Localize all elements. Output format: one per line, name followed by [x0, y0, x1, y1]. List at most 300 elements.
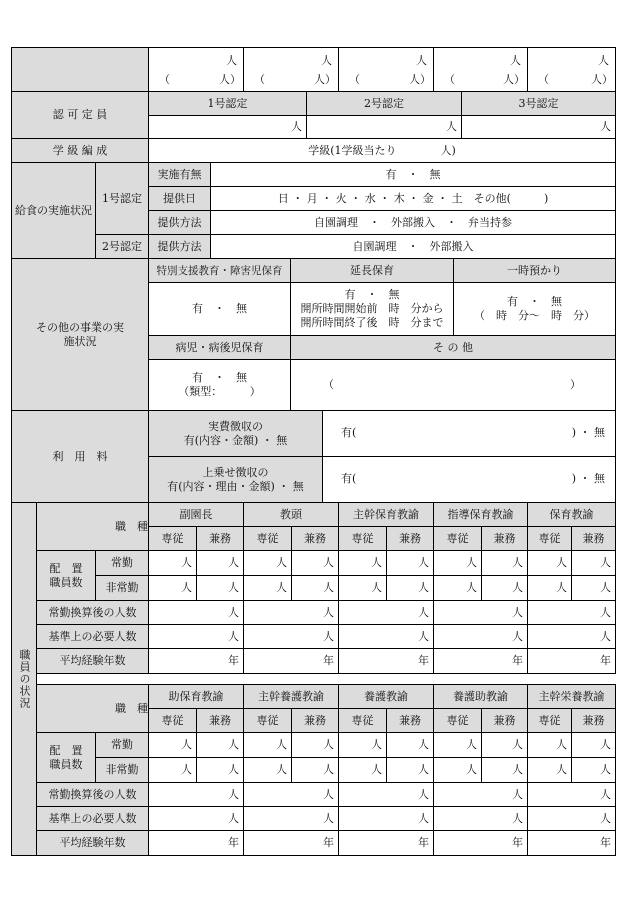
paren-open: （: [538, 73, 549, 86]
meal-label: [11, 162, 96, 259]
staff-dedicated-header-text: 専従: [351, 531, 374, 545]
staff-converted-cell[interactable]: [148, 600, 244, 625]
staff-converted-cell[interactable]: [338, 782, 434, 807]
staff-experience-cell-text: 年: [418, 654, 429, 667]
unit-label: 人: [321, 54, 332, 67]
staff-required-cell-text: 人: [418, 629, 429, 643]
special-header: [148, 258, 291, 283]
staff-count-cell-text: 人: [600, 581, 611, 594]
staff-required-cell[interactable]: [148, 624, 244, 649]
staff-count-cell[interactable]: [338, 550, 387, 576]
staff-required-cell-text: 人: [512, 811, 523, 825]
meal-cat1: [95, 162, 149, 235]
capacity-header-2: [306, 91, 462, 116]
staff-converted-cell-text: 人: [512, 605, 523, 619]
staff-count-cell-text: 人: [228, 581, 239, 594]
staff-concurrent-header-text: 兼務: [304, 531, 326, 545]
staff-count-cell[interactable]: [243, 732, 292, 758]
staff-count-cell-text: 人: [276, 763, 287, 776]
sick-value-line-2: （類型： ）: [178, 385, 261, 398]
fee-extra-label-line-1: 上乗せ徴収の: [202, 465, 269, 479]
misc-header: [290, 335, 616, 360]
staff-job-1-2-text: 教頭: [280, 507, 302, 521]
staff-dedicated-header: [148, 526, 197, 551]
staff-job-1-4-text: 指導保育教諭: [447, 507, 514, 521]
staff-experience-cell[interactable]: [148, 830, 244, 856]
staff-converted-label-2-text: 常勤換算後の人数: [48, 787, 137, 801]
staff-converted-label-1: [36, 600, 149, 625]
extended-value-line-2: 開所時間開始前 時 分から: [300, 302, 444, 315]
staff-converted-cell[interactable]: [527, 600, 616, 625]
staff-count-cell[interactable]: [148, 732, 197, 758]
paren-close: 人）: [409, 73, 431, 86]
staff-count-cell[interactable]: [527, 575, 572, 601]
staff-concurrent-header: [571, 708, 616, 733]
staff-count-cell[interactable]: [386, 550, 434, 576]
staff-job-label-1: [36, 502, 149, 551]
staff-concurrent-header-text: 兼務: [582, 713, 605, 727]
staff-experience-label-1: [36, 648, 149, 674]
staff-experience-cell-text: 年: [228, 836, 239, 849]
staff-count-cell-text: 人: [512, 763, 523, 776]
fee-actual-label-line-1: 実費徴収の: [208, 419, 263, 433]
staff-full-label-2-text: 常勤: [111, 738, 133, 751]
capacity-top-cell-1[interactable]: [148, 47, 244, 92]
special-value[interactable]: [148, 282, 291, 336]
staff-count-cell[interactable]: [148, 757, 197, 783]
class-label-text: 学 級 編 成: [52, 143, 108, 157]
staff-count-cell-text: 人: [371, 738, 382, 751]
staff-experience-cell-text: 年: [228, 654, 239, 667]
staff-count-cell[interactable]: [481, 732, 528, 758]
unit-label: 人: [226, 54, 237, 67]
extended-value-line-3: 開所時間終了後 時 分まで: [300, 316, 444, 329]
extended-header: [290, 258, 454, 283]
staff-count-cell[interactable]: [571, 550, 616, 576]
staff-dedicated-header-text: 専従: [351, 713, 374, 727]
capacity-top-cell-5[interactable]: [527, 47, 616, 92]
staff-concurrent-header-text: 兼務: [493, 531, 516, 545]
staff-count-cell[interactable]: [338, 575, 387, 601]
staff-count-cell[interactable]: [291, 732, 339, 758]
staff-label: [11, 502, 37, 856]
staff-converted-cell-text: 人: [600, 605, 611, 619]
staff-converted-cell-text: 人: [418, 787, 429, 801]
capacity-header-1-text: 1号認定: [207, 96, 248, 110]
staff-count-cell[interactable]: [571, 732, 616, 758]
capacity-value-1-text: 人: [291, 120, 302, 133]
staff-count-cell-text: 人: [512, 556, 523, 569]
staff-count-cell[interactable]: [196, 550, 244, 576]
staff-count-cell[interactable]: [291, 575, 339, 601]
temp-value-line-1: 有 ・ 無: [507, 295, 562, 308]
staff-count-cell-text: 人: [371, 556, 382, 569]
fee-label: [11, 410, 149, 503]
staff-job-1-5-text: 保育教諭: [549, 507, 594, 521]
meal-method-label: [148, 210, 211, 235]
capacity-header-3: [461, 91, 616, 116]
staff-dedicated-header-text: 専従: [538, 531, 561, 545]
staff-experience-cell-text: 年: [600, 654, 611, 667]
staff-count-cell-text: 人: [276, 738, 287, 751]
staff-count-cell[interactable]: [386, 732, 434, 758]
staff-concurrent-header-text: 兼務: [209, 713, 231, 727]
meal-method2-value[interactable]: [210, 234, 616, 259]
staff-experience-cell-text: 年: [323, 654, 334, 667]
staff-experience-cell[interactable]: [433, 648, 528, 674]
fee-extra-value-close: ) ・ 無: [571, 472, 605, 485]
staff-dedicated-header: [433, 708, 482, 733]
temp-header-text: 一時預かり: [507, 263, 562, 277]
staff-count-cell[interactable]: [148, 575, 197, 601]
paren-close: 人）: [219, 73, 241, 86]
staff-full-label-1: [95, 550, 149, 576]
staff-job-2-4-text: 養護助教諭: [453, 689, 508, 703]
staff-count-cell[interactable]: [196, 575, 244, 601]
class-value[interactable]: [148, 138, 616, 163]
staff-dedicated-header: [243, 526, 292, 551]
sick-header-text: 病児・病後児保育: [175, 340, 264, 354]
staff-label-text: 職員の状況: [18, 649, 31, 709]
staff-count-cell-text: 人: [181, 581, 192, 594]
staff-experience-label-2: [36, 830, 149, 856]
staff-count-cell-text: 人: [600, 556, 611, 569]
staff-required-cell-text: 人: [418, 811, 429, 825]
staff-count-cell[interactable]: [338, 732, 387, 758]
staff-count-cell-text: 人: [512, 581, 523, 594]
meal-days-label-text: 提供日: [163, 191, 196, 205]
fee-actual-label: [148, 410, 323, 457]
temp-header: [453, 258, 616, 283]
other-label: [11, 258, 149, 411]
fee-actual-value-open: 有(: [341, 426, 357, 439]
staff-count-cell[interactable]: [481, 757, 528, 783]
staff-required-cell-text: 人: [600, 811, 611, 825]
misc-header-text: そ の 他: [433, 340, 473, 354]
staff-converted-cell[interactable]: [243, 600, 339, 625]
staff-converted-cell-text: 人: [323, 605, 334, 619]
capacity-top-cell-4[interactable]: [433, 47, 528, 92]
staff-count-cell-text: 人: [323, 556, 334, 569]
staff-count-cell[interactable]: [243, 575, 292, 601]
fee-actual-value[interactable]: [322, 410, 616, 457]
staff-count-cell[interactable]: [433, 575, 482, 601]
staff-required-cell-text: 人: [323, 629, 334, 643]
staff-count-cell[interactable]: [571, 757, 616, 783]
unit-label: 人: [416, 54, 427, 67]
staff-job-1-4: [433, 502, 528, 527]
staff-experience-cell[interactable]: [148, 648, 244, 674]
staff-assign-label-2: [36, 732, 96, 783]
staff-converted-cell[interactable]: [433, 600, 528, 625]
staff-count-cell[interactable]: [291, 550, 339, 576]
staff-concurrent-header: [386, 526, 434, 551]
misc-paren-1: （: [323, 378, 334, 391]
meal-impl-label-text: 実施有無: [157, 167, 202, 181]
staff-count-cell-text: 人: [556, 581, 567, 594]
staff-count-cell[interactable]: [433, 550, 482, 576]
meal-method-label-text: 提供方法: [157, 215, 202, 229]
staff-concurrent-header-text: 兼務: [209, 531, 231, 545]
staff-required-cell[interactable]: [148, 806, 244, 831]
staff-required-label-2-text: 基準上の必要人数: [48, 811, 137, 825]
staff-count-cell-text: 人: [418, 738, 429, 751]
staff-count-cell[interactable]: [433, 732, 482, 758]
temp-value: [453, 282, 616, 336]
staff-concurrent-header: [291, 526, 339, 551]
staff-experience-cell-text: 年: [512, 654, 523, 667]
special-header-text: 特別支援教育・障害児保育: [156, 264, 283, 277]
paren-close: 人）: [314, 73, 336, 86]
staff-required-cell[interactable]: [433, 624, 528, 649]
misc-value[interactable]: [290, 359, 616, 411]
staff-converted-cell[interactable]: [148, 782, 244, 807]
staff-experience-label-2-text: 平均経験年数: [59, 836, 126, 849]
staff-dedicated-header: [527, 708, 572, 733]
staff-count-cell-text: 人: [466, 738, 477, 751]
staff-required-cell-text: 人: [600, 629, 611, 643]
fee-actual-value-close: ) ・ 無: [571, 426, 605, 439]
staff-assign-label-1: [36, 550, 96, 601]
staff-job-2-5-text: 主幹栄養教諭: [538, 689, 605, 703]
staff-concurrent-header: [386, 708, 434, 733]
staff-required-label-1: [36, 624, 149, 649]
fee-extra-label-line-2: 有(内容・理由・金額) ・ 無: [167, 479, 304, 493]
staff-count-cell[interactable]: [338, 757, 387, 783]
staff-converted-cell-text: 人: [512, 787, 523, 801]
capacity-value-1[interactable]: [148, 115, 307, 139]
staff-full-label-2: [95, 732, 149, 758]
meal-impl-label: [148, 162, 211, 187]
staff-count-cell[interactable]: [243, 550, 292, 576]
staff-count-cell[interactable]: [196, 757, 244, 783]
meal-days-value[interactable]: [210, 186, 616, 211]
extended-value-line-1: 有 ・ 無: [344, 288, 400, 301]
capacity-header-2-text: 2号認定: [364, 96, 404, 110]
facility-form: [11, 47, 615, 855]
staff-count-cell-text: 人: [466, 581, 477, 594]
staff-count-cell[interactable]: [196, 732, 244, 758]
staff-concurrent-header-text: 兼務: [399, 531, 421, 545]
paren-close: 人）: [591, 73, 613, 86]
extended-header-text: 延長保育: [350, 263, 394, 277]
staff-full-label-1-text: 常勤: [111, 556, 133, 569]
staff-concurrent-header: [196, 708, 244, 733]
fee-extra-label: [148, 456, 323, 503]
meal-method2-value-text: 自園調理 ・ 外部搬入: [352, 239, 474, 253]
staff-experience-cell[interactable]: [527, 830, 616, 856]
staff-required-label-1-text: 基準上の必要人数: [48, 629, 137, 643]
staff-count-cell[interactable]: [527, 550, 572, 576]
staff-assign-label-2-text: 配 置職員数: [49, 743, 83, 771]
staff-converted-cell[interactable]: [527, 782, 616, 807]
staff-converted-cell-text: 人: [228, 605, 239, 619]
staff-job-2-5: [527, 684, 616, 709]
meal-days-value-text: 日 ・ 月 ・ 火 ・ 水 ・ 木 ・ 金 ・ 土 その他( ): [277, 191, 549, 205]
meal-impl-value[interactable]: [210, 162, 616, 187]
staff-concurrent-header: [196, 526, 244, 551]
capacity-value-2-text: 人: [446, 120, 457, 133]
meal-method2-label: [148, 234, 211, 259]
staff-experience-cell[interactable]: [527, 648, 616, 674]
staff-count-cell[interactable]: [291, 757, 339, 783]
staff-job-2-3: [338, 684, 434, 709]
staff-dedicated-header-text: 専従: [256, 531, 279, 545]
fee-extra-value-open: 有(: [341, 472, 357, 485]
staff-required-cell-text: 人: [228, 811, 239, 825]
staff-count-cell[interactable]: [481, 575, 528, 601]
staff-count-cell-text: 人: [228, 556, 239, 569]
staff-concurrent-header-text: 兼務: [304, 713, 326, 727]
staff-job-2-3-text: 養護教諭: [364, 689, 408, 703]
class-label: [11, 138, 149, 163]
staff-concurrent-header: [571, 526, 616, 551]
staff-job-label-1-text: 職 種: [115, 519, 148, 533]
staff-experience-cell-text: 年: [418, 836, 429, 849]
staff-experience-label-1-text: 平均経験年数: [59, 654, 126, 667]
staff-count-cell-text: 人: [418, 763, 429, 776]
staff-experience-cell[interactable]: [243, 648, 339, 674]
staff-dedicated-header-text: 専従: [161, 531, 184, 545]
meal-label-text: 給食の実施状況: [15, 203, 92, 217]
staff-dedicated-header-text: 専従: [538, 713, 561, 727]
staff-concurrent-header-text: 兼務: [582, 531, 605, 545]
staff-part-label-1-text: 非常勤: [105, 581, 139, 594]
staff-experience-cell-text: 年: [323, 836, 334, 849]
staff-job-label-2: [36, 684, 149, 733]
staff-dedicated-header-text: 専従: [161, 713, 184, 727]
staff-converted-label-1-text: 常勤換算後の人数: [48, 605, 137, 619]
staff-part-label-2: [95, 757, 149, 783]
staff-converted-cell[interactable]: [433, 782, 528, 807]
meal-days-label: [148, 186, 211, 211]
meal-method-value[interactable]: [210, 210, 616, 235]
special-value-text: 有 ・ 無: [192, 302, 247, 315]
staff-count-cell[interactable]: [481, 550, 528, 576]
staff-required-label-2: [36, 806, 149, 831]
staff-count-cell-text: 人: [600, 763, 611, 776]
staff-count-cell[interactable]: [243, 757, 292, 783]
capacity-top-cell-3[interactable]: [338, 47, 434, 92]
staff-required-cell[interactable]: [243, 624, 339, 649]
unit-label: 人: [510, 54, 521, 67]
paren-close: 人）: [503, 73, 525, 86]
capacity-header-1: [148, 91, 307, 116]
staff-part-label-2-text: 非常勤: [105, 763, 139, 776]
staff-experience-cell[interactable]: [338, 830, 434, 856]
meal-method2-label-text: 提供方法: [157, 239, 202, 253]
staff-converted-cell[interactable]: [338, 600, 434, 625]
staff-concurrent-header: [481, 708, 528, 733]
fee-extra-value[interactable]: [322, 456, 616, 503]
staff-required-cell[interactable]: [338, 624, 434, 649]
staff-count-cell-text: 人: [323, 763, 334, 776]
staff-count-cell-text: 人: [181, 738, 192, 751]
capacity-top-cell-2[interactable]: [243, 47, 339, 92]
staff-converted-cell[interactable]: [243, 782, 339, 807]
staff-count-cell[interactable]: [527, 732, 572, 758]
staff-converted-cell-text: 人: [418, 605, 429, 619]
staff-count-cell[interactable]: [527, 757, 572, 783]
staff-dedicated-header: [433, 526, 482, 551]
staff-dedicated-header: [338, 526, 387, 551]
meal-cat1-text: 1号認定: [102, 191, 142, 205]
staff-count-cell-text: 人: [181, 763, 192, 776]
staff-experience-cell-text: 年: [512, 836, 523, 849]
meal-cat2-text: 2号認定: [102, 239, 142, 253]
staff-count-cell-text: 人: [556, 763, 567, 776]
staff-required-cell[interactable]: [338, 806, 434, 831]
staff-count-cell-text: 人: [600, 738, 611, 751]
paren-open: （: [349, 73, 360, 86]
sick-header: [148, 335, 291, 360]
staff-job-2-1-text: 助保育教諭: [168, 689, 224, 703]
staff-experience-cell[interactable]: [433, 830, 528, 856]
staff-required-cell[interactable]: [527, 806, 616, 831]
meal-method-value-text: 自園調理 ・ 外部搬入 ・ 弁当持参: [314, 215, 512, 229]
staff-count-cell-text: 人: [418, 556, 429, 569]
staff-count-cell[interactable]: [386, 575, 434, 601]
staff-job-label-2-text: 職 種: [115, 701, 148, 715]
staff-required-cell-text: 人: [512, 629, 523, 643]
staff-job-2-1: [148, 684, 244, 709]
staff-count-cell-text: 人: [276, 556, 287, 569]
staff-experience-cell[interactable]: [338, 648, 434, 674]
capacity-value-3[interactable]: [461, 115, 616, 139]
capacity-label-text: 認 可 定 員: [52, 108, 108, 121]
capacity-value-2[interactable]: [306, 115, 462, 139]
staff-required-cell-text: 人: [323, 811, 334, 825]
staff-concurrent-header: [481, 526, 528, 551]
staff-count-cell-text: 人: [556, 738, 567, 751]
staff-count-cell[interactable]: [386, 757, 434, 783]
capacity-label: [11, 91, 149, 139]
staff-converted-cell-text: 人: [228, 787, 239, 801]
staff-job-2-4: [433, 684, 528, 709]
staff-assign-label-1-text: 配 置職員数: [49, 561, 83, 589]
staff-count-cell-text: 人: [466, 763, 477, 776]
staff-job-1-1: [148, 502, 244, 527]
staff-job-1-3-text: 主幹保育教諭: [353, 507, 419, 521]
staff-dedicated-header: [527, 526, 572, 551]
staff-converted-cell-text: 人: [323, 787, 334, 801]
paren-open: （: [254, 73, 265, 86]
staff-required-cell[interactable]: [433, 806, 528, 831]
staff-dedicated-header-text: 専従: [256, 713, 279, 727]
staff-count-cell-text: 人: [228, 738, 239, 751]
staff-count-cell[interactable]: [148, 550, 197, 576]
staff-job-2-2: [243, 684, 339, 709]
staff-count-cell-text: 人: [512, 738, 523, 751]
staff-converted-label-2: [36, 782, 149, 807]
other-label-text: その他の事業の実施状況: [36, 320, 124, 348]
staff-concurrent-header-text: 兼務: [399, 713, 421, 727]
staff-dedicated-header-text: 専従: [446, 531, 469, 545]
staff-required-cell[interactable]: [527, 624, 616, 649]
header-blank: [11, 47, 149, 92]
staff-experience-cell[interactable]: [243, 830, 339, 856]
staff-count-cell-text: 人: [228, 763, 239, 776]
staff-count-cell-text: 人: [371, 763, 382, 776]
temp-value-line-2: （ 時 分～ 時 分）: [474, 309, 595, 322]
sick-value: [148, 359, 291, 411]
staff-count-cell[interactable]: [433, 757, 482, 783]
staff-job-1-3: [338, 502, 434, 527]
staff-part-label-1: [95, 575, 149, 601]
staff-required-cell[interactable]: [243, 806, 339, 831]
staff-concurrent-header: [291, 708, 339, 733]
staff-count-cell[interactable]: [571, 575, 616, 601]
